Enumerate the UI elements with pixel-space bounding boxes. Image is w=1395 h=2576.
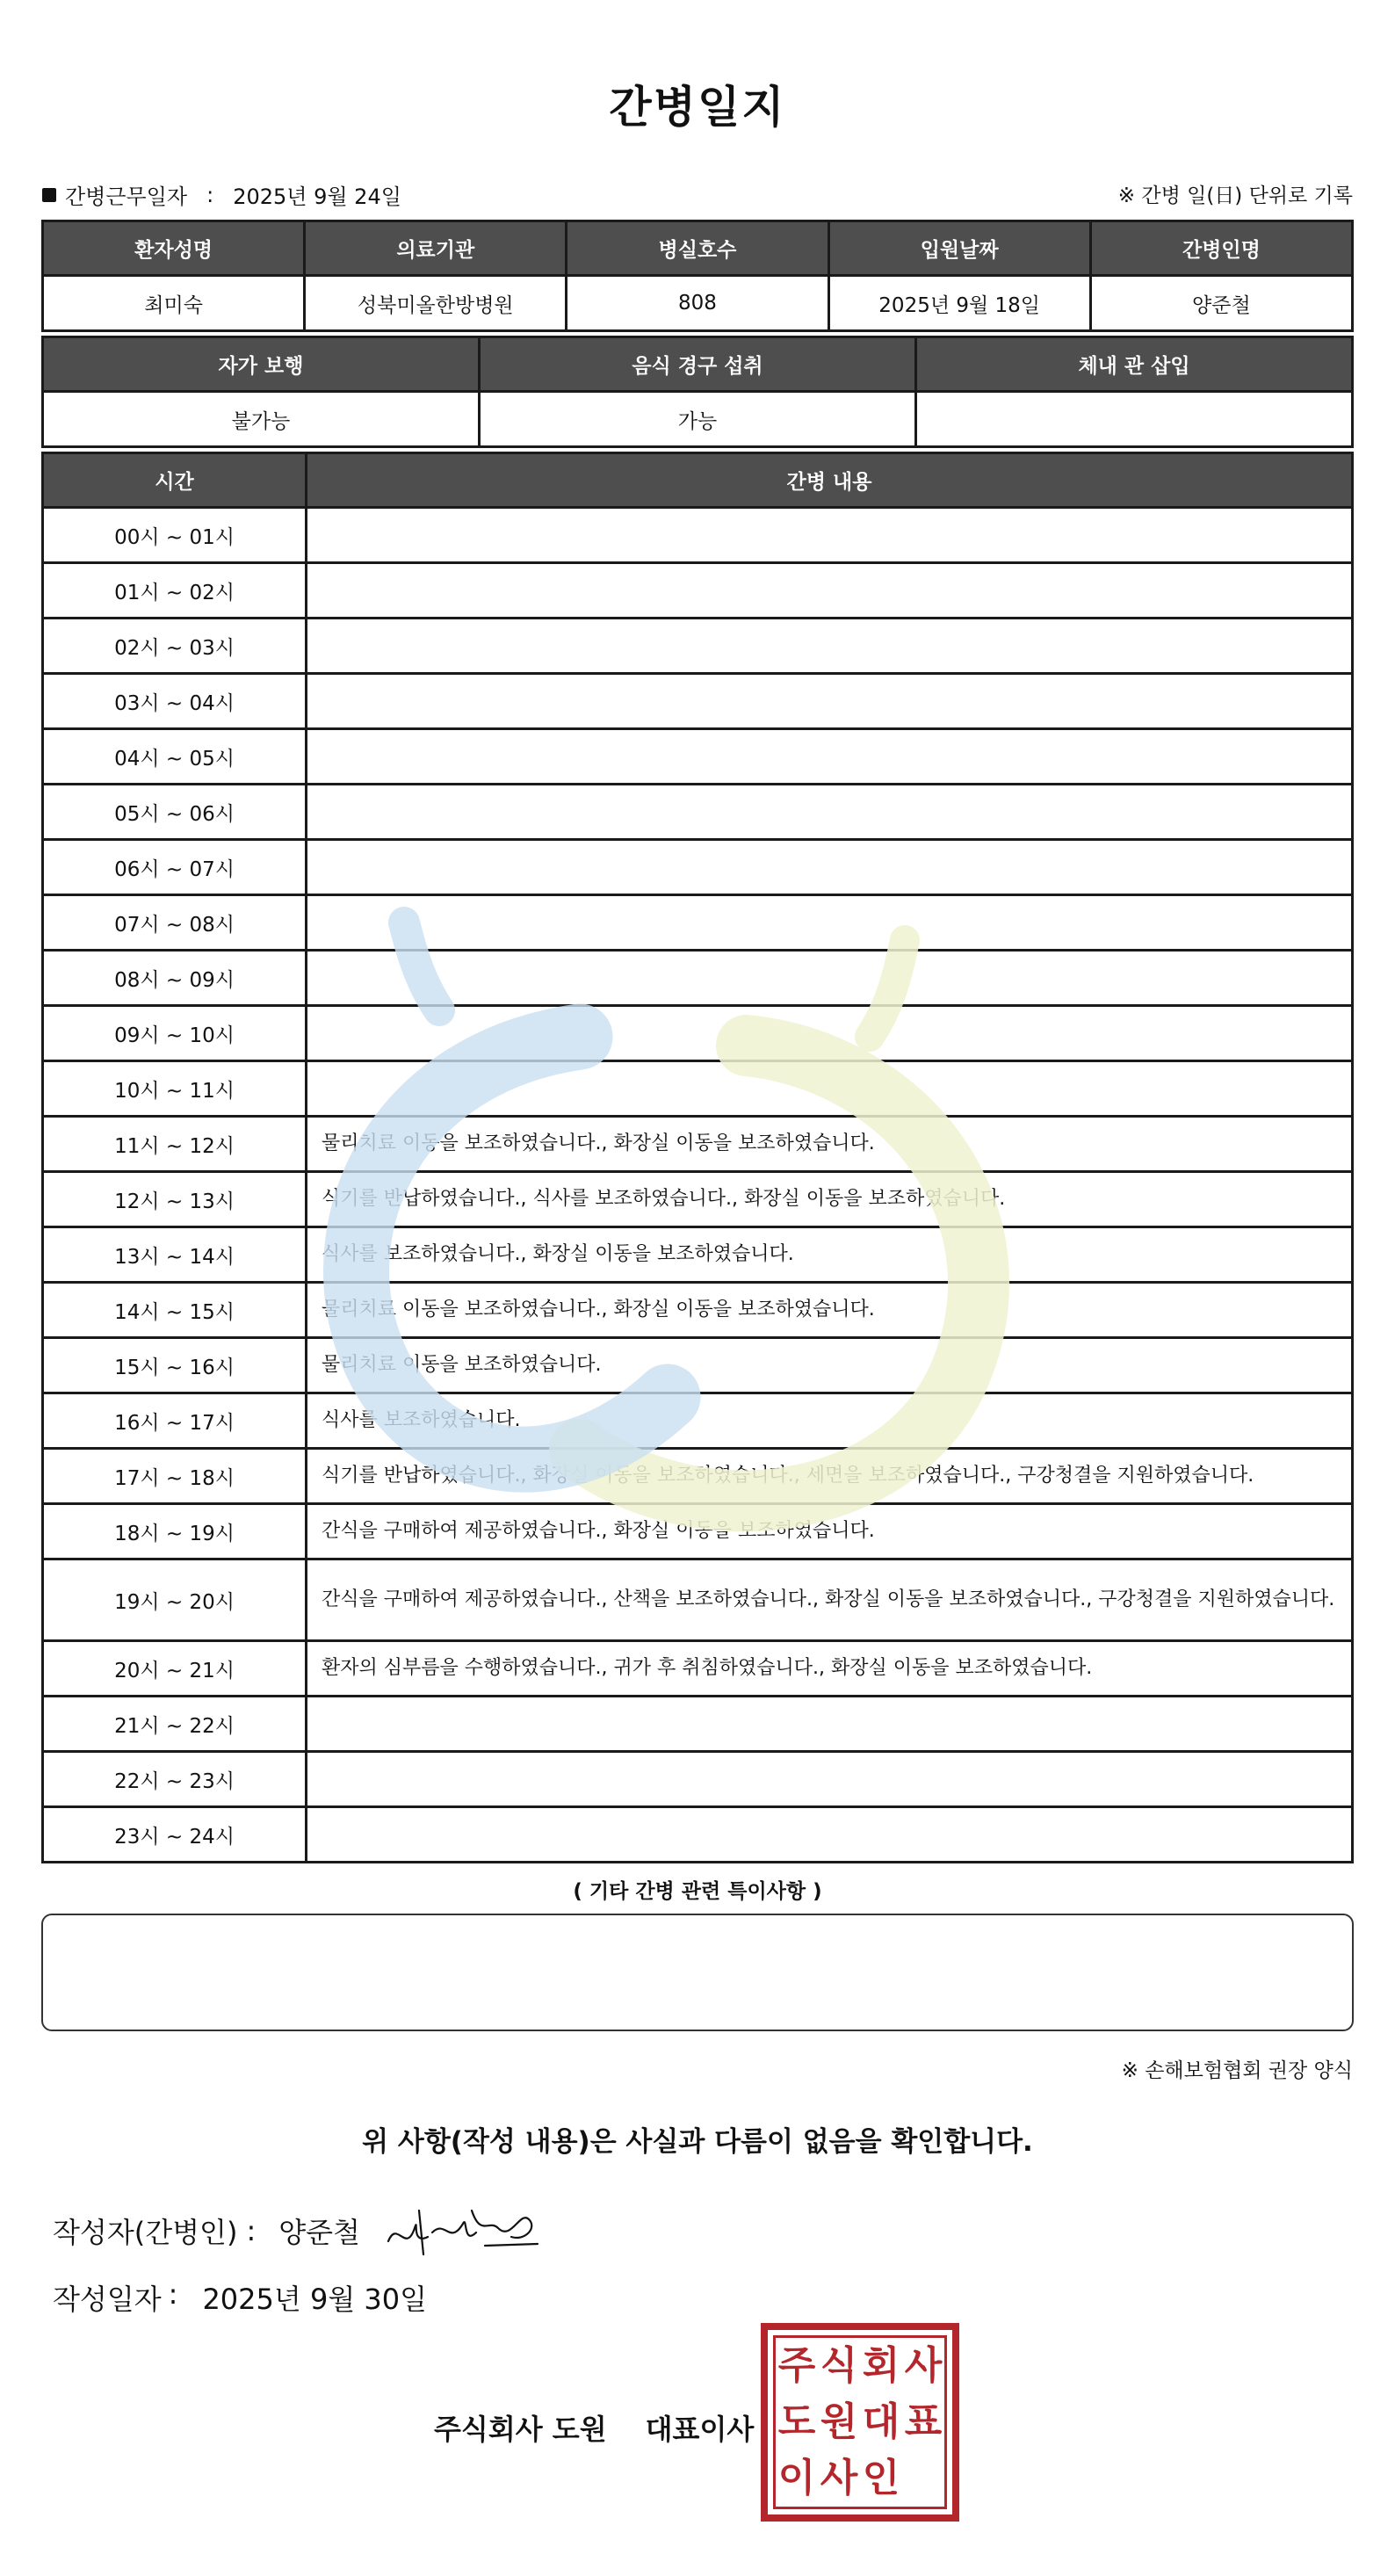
- writer-line: [53, 2211, 360, 2251]
- seal-character: 회: [862, 2343, 900, 2388]
- seal-character: 원: [820, 2399, 858, 2444]
- log-time-cell: 02시 ~ 03시: [43, 619, 307, 674]
- log-content-cell: 식사를 보조하였습니다., 화장실 이동을 보조하였습니다.: [307, 1227, 1353, 1283]
- log-row: [43, 1172, 1353, 1227]
- header-time: 시간: [43, 453, 307, 508]
- admission-date: 2025년 9월 18일: [828, 276, 1090, 331]
- log-row: [43, 674, 1353, 729]
- seal-character: 사: [820, 2456, 858, 2500]
- log-content-cell: [307, 1807, 1353, 1863]
- log-row: [43, 1061, 1353, 1117]
- writer-name: 양준철: [278, 2216, 360, 2249]
- patient-header-row: [43, 221, 1353, 276]
- patient-value-row: [43, 276, 1353, 331]
- log-row: [43, 508, 1353, 563]
- log-time-cell: 14시 ~ 15시: [43, 1283, 307, 1338]
- log-content-cell: [307, 1006, 1353, 1061]
- work-date-label: 간병근무일자: [65, 185, 188, 209]
- seal-character: 표: [904, 2399, 943, 2444]
- log-content-cell: 물리치료 이동을 보조하였습니다., 화장실 이동을 보조하였습니다.: [307, 1117, 1353, 1172]
- header-oral-intake: 음식 경구 섭취: [480, 337, 916, 392]
- log-content-cell: 간식을 구매하여 제공하였습니다., 산책을 보조하였습니다., 화장실 이동을 보조하였습니다., 구강청결을 지원하였습니다.: [307, 1559, 1353, 1641]
- notes-box: [41, 1914, 1354, 2031]
- log-row: [43, 1449, 1353, 1504]
- log-content-cell: [307, 1697, 1353, 1752]
- company-name: 주식회사 도원: [434, 2413, 607, 2446]
- confirmation-statement: 위 사항(작성 내용)은 사실과 다름이 없음을 확인합니다.: [362, 2126, 1033, 2158]
- log-row: [43, 1559, 1353, 1641]
- log-content-cell: [307, 951, 1353, 1006]
- log-row: [43, 1227, 1353, 1283]
- writer-colon: :: [246, 2214, 257, 2247]
- patient-name: 최미숙: [43, 276, 305, 331]
- log-row: [43, 1504, 1353, 1559]
- written-date-colon: :: [168, 2277, 178, 2311]
- page-title: 간병일지: [609, 82, 786, 133]
- seal-character: 주: [777, 2343, 816, 2388]
- written-date-value: 2025년 9월 30일: [202, 2283, 428, 2316]
- log-time-cell: 20시 ~ 21시: [43, 1641, 307, 1697]
- work-date-separator: :: [206, 182, 214, 207]
- self-walking-value: 불가능: [43, 392, 480, 447]
- log-header-row: [43, 453, 1353, 508]
- log-time-cell: 16시 ~ 17시: [43, 1393, 307, 1449]
- square-bullet-icon: [42, 188, 56, 202]
- log-time-cell: 21시 ~ 22시: [43, 1697, 307, 1752]
- oral-intake-value: 가능: [480, 392, 916, 447]
- header-patient-name: 환자성명: [43, 221, 305, 276]
- log-content-cell: 간식을 구매하여 제공하였습니다., 화장실 이동을 보조하였습니다.: [307, 1504, 1353, 1559]
- header-hospital: 의료기관: [305, 221, 567, 276]
- log-content-cell: [307, 508, 1353, 563]
- seal-character: 식: [820, 2343, 858, 2388]
- log-row: [43, 1338, 1353, 1393]
- log-time-cell: 11시 ~ 12시: [43, 1117, 307, 1172]
- log-row: [43, 1283, 1353, 1338]
- form-recommendation-note: ※ 손해보험협회 권장 양식: [1121, 2059, 1353, 2082]
- log-row: [43, 1752, 1353, 1807]
- header-room: 병실호수: [567, 221, 828, 276]
- log-content-cell: [307, 895, 1353, 951]
- log-time-cell: 19시 ~ 20시: [43, 1559, 307, 1641]
- seal-character: 도: [777, 2399, 816, 2444]
- header-admission-date: 입원날짜: [828, 221, 1090, 276]
- room-number: 808: [567, 276, 828, 331]
- log-row: [43, 785, 1353, 840]
- log-time-cell: 08시 ~ 09시: [43, 951, 307, 1006]
- log-row: [43, 563, 1353, 619]
- log-time-cell: 18시 ~ 19시: [43, 1504, 307, 1559]
- header-tube-insertion: 체내 관 삽입: [916, 337, 1353, 392]
- log-time-cell: 23시 ~ 24시: [43, 1807, 307, 1863]
- log-row: [43, 1807, 1353, 1863]
- log-time-cell: 06시 ~ 07시: [43, 840, 307, 895]
- care-log-table: [41, 452, 1354, 1863]
- writer-label: 작성자(간병인): [53, 2216, 238, 2249]
- log-content-cell: [307, 840, 1353, 895]
- seal-grid: [773, 2335, 947, 2509]
- hospital-name: 성북미올한방병원: [305, 276, 567, 331]
- seal-character: 대: [862, 2399, 900, 2444]
- work-date-value: 2025년 9월 24일: [233, 185, 401, 209]
- log-time-cell: 00시 ~ 01시: [43, 508, 307, 563]
- log-content-cell: 물리치료 이동을 보조하였습니다., 화장실 이동을 보조하였습니다.: [307, 1283, 1353, 1338]
- seal-character: 인: [862, 2456, 900, 2500]
- status-header-row: [43, 337, 1353, 392]
- seal-character: 사: [904, 2343, 943, 2388]
- company-line: [434, 2407, 754, 2448]
- log-content-cell: 환자의 심부름을 수행하였습니다., 귀가 후 취침하였습니다., 화장실 이동을 보조하였습니다.: [307, 1641, 1353, 1697]
- log-content-cell: [307, 674, 1353, 729]
- log-row: [43, 1006, 1353, 1061]
- log-content-cell: [307, 1752, 1353, 1807]
- log-row: [43, 895, 1353, 951]
- log-row: [43, 840, 1353, 895]
- log-content-cell: [307, 563, 1353, 619]
- header-care-content: 간병 내용: [307, 453, 1353, 508]
- written-date-label: 작성일자: [53, 2283, 162, 2316]
- record-unit-note: ※ 간병 일(日) 단위로 기록: [1117, 185, 1353, 207]
- log-content-cell: [307, 619, 1353, 674]
- log-time-cell: 10시 ~ 11시: [43, 1061, 307, 1117]
- log-row: [43, 951, 1353, 1006]
- log-time-cell: 12시 ~ 13시: [43, 1172, 307, 1227]
- log-time-cell: 04시 ~ 05시: [43, 729, 307, 785]
- header-self-walking: 자가 보행: [43, 337, 480, 392]
- log-time-cell: 05시 ~ 06시: [43, 785, 307, 840]
- log-time-cell: 03시 ~ 04시: [43, 674, 307, 729]
- header-caregiver: 간병인명: [1090, 221, 1352, 276]
- caregiver-name: 양준철: [1090, 276, 1352, 331]
- log-row: [43, 729, 1353, 785]
- log-time-cell: 13시 ~ 14시: [43, 1227, 307, 1283]
- log-content-cell: [307, 785, 1353, 840]
- log-content-cell: 식기를 반납하였습니다., 식사를 보조하였습니다., 화장실 이동을 보조하였습니다.: [307, 1172, 1353, 1227]
- seal-character: 이: [777, 2456, 816, 2500]
- log-row: [43, 1117, 1353, 1172]
- log-content-cell: 물리치료 이동을 보조하였습니다.: [307, 1338, 1353, 1393]
- log-time-cell: 17시 ~ 18시: [43, 1449, 307, 1504]
- handwritten-signature: [379, 2193, 546, 2263]
- notes-title: ( 기타 간병 관련 특이사항 ): [573, 1880, 822, 1903]
- log-content-cell: 식기를 반납하였습니다., 화장실 이동을 보조하였습니다., 세면을 보조하였습니다., 구강청결을 지원하였습니다.: [307, 1449, 1353, 1504]
- log-time-cell: 07시 ~ 08시: [43, 895, 307, 951]
- tube-insertion-value: [916, 392, 1353, 447]
- log-content-cell: [307, 729, 1353, 785]
- company-rep-title: 대표이사: [645, 2413, 755, 2446]
- log-time-cell: 09시 ~ 10시: [43, 1006, 307, 1061]
- log-row: [43, 1641, 1353, 1697]
- work-date: [42, 179, 401, 210]
- log-time-cell: 01시 ~ 02시: [43, 563, 307, 619]
- log-content-cell: [307, 1061, 1353, 1117]
- status-value-row: [43, 392, 1353, 447]
- patient-info-table: [41, 220, 1354, 332]
- log-row: [43, 1393, 1353, 1449]
- company-seal-stamp: [761, 2323, 959, 2522]
- patient-status-table: [41, 336, 1354, 448]
- log-row: [43, 1697, 1353, 1752]
- log-content-cell: 식사를 보조하였습니다.: [307, 1393, 1353, 1449]
- log-time-cell: 22시 ~ 23시: [43, 1752, 307, 1807]
- written-date-line: [53, 2277, 427, 2318]
- log-time-cell: 15시 ~ 16시: [43, 1338, 307, 1393]
- log-row: [43, 619, 1353, 674]
